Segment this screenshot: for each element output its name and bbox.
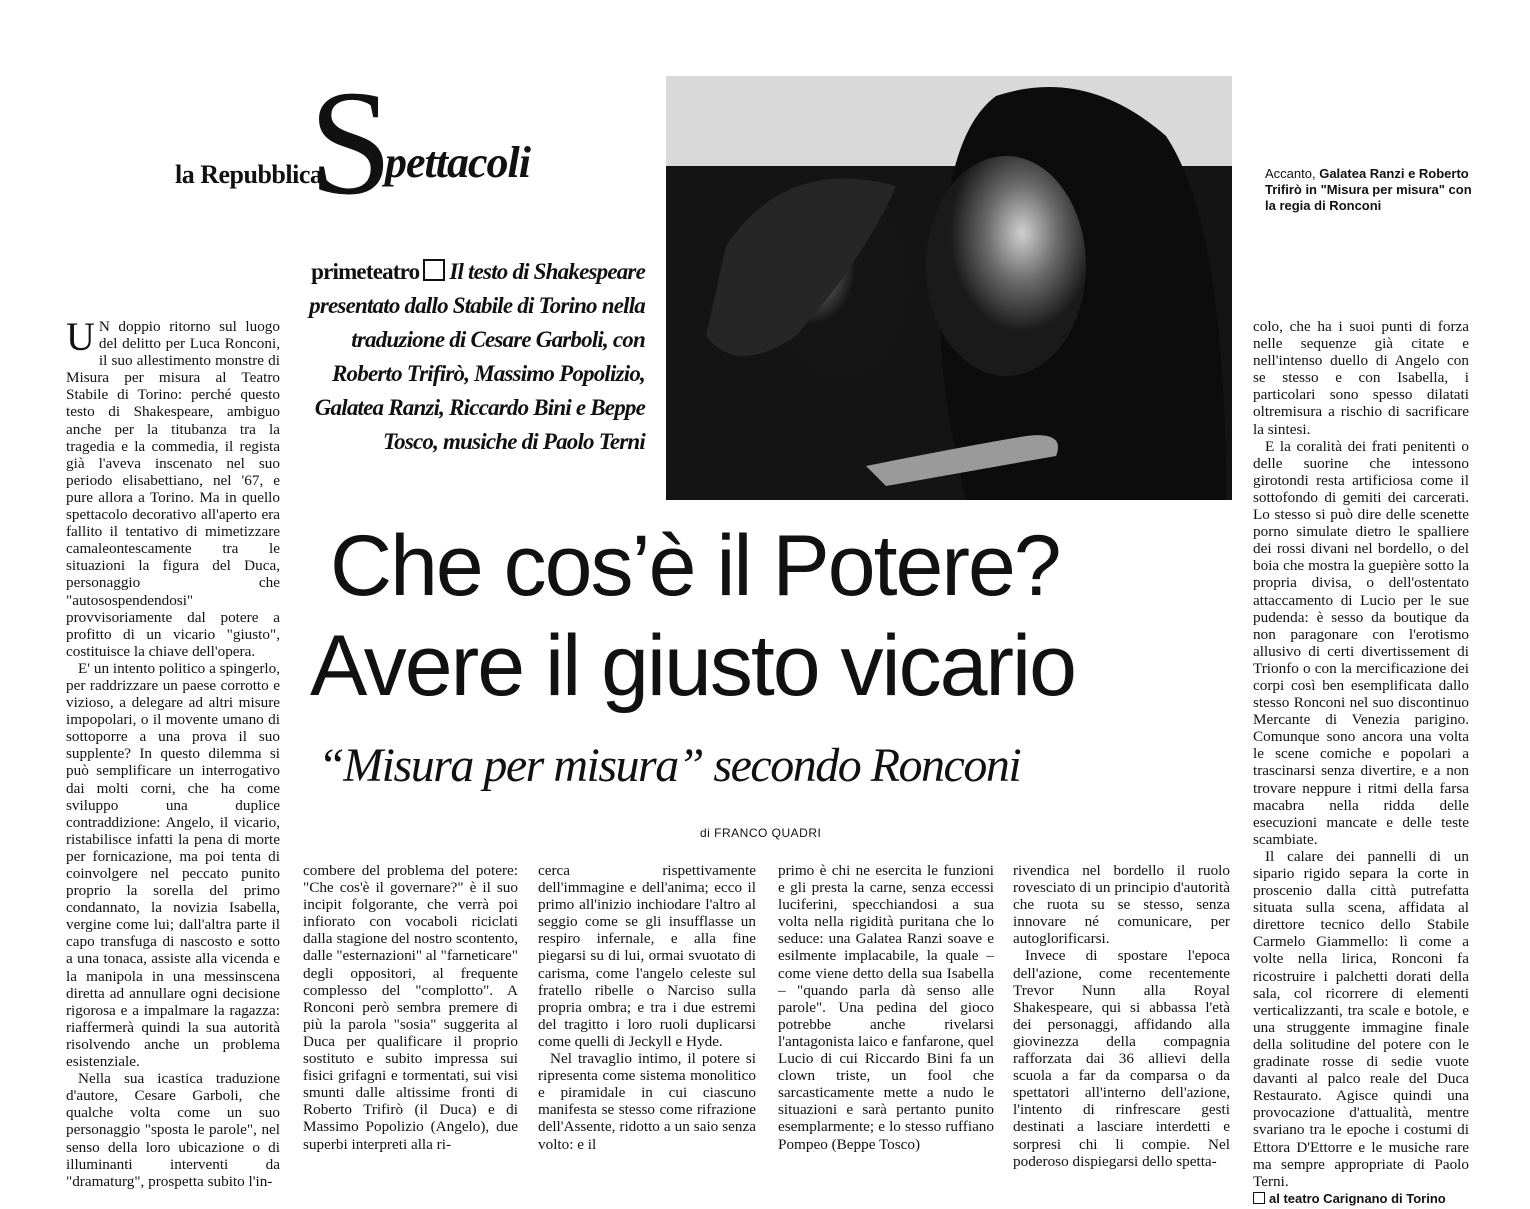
caption-names: Galatea Ranzi e Roberto Trifirò in "Misura per misura" con la regia di Ronconi [1265,166,1472,213]
paragraph: Nella sua icastica traduzione d'autore, Cesare Garboli, che qualche volta come un suo personaggio "sposta le parole", nel senso della loro ubicazione o di illuminanti interventi da "dramaturg", prospetta subito l'in- [66,1070,280,1190]
paragraph [66,314,280,660]
paragraph: Nel travaglio intimo, il potere si ripresenta come sistema monolitico e piramidale in cui ciascuno manifesta se stesso come rifrazione dell'Assente, ridotto a un saio senza volto: e il [538,1050,756,1153]
article-column-6 [1253,318,1469,1207]
kicker-tag: primeteatro [311,259,420,284]
square-bullet-icon [423,259,445,281]
caption-lead: Accanto, [1265,166,1320,181]
newspaper-name: la Repubblica [175,160,323,189]
section-masthead [175,60,575,226]
drop-cap: U [66,314,95,359]
section-name: pettacoli [385,138,530,187]
square-bullet-icon [1253,1192,1265,1204]
article-kicker [300,255,645,459]
byline: di FRANCO QUADRI [700,826,822,840]
venue-credit [1253,1190,1469,1207]
article-column-3 [538,862,756,1153]
section-initial: S [309,60,393,226]
paragraph: E' un intento politico a spingerlo, per raddrizzare un paese corrotto e vizioso, a delegare ad altri misure impopolari, o il movente umano di sottoporre a una prova il suo supplente? In questo dilemma si può semplificare un interrogativo dai molti corni, che ha come sviluppo una duplice contraddizione: Angelo, il vicario, ristabilisce infatti la pena di morte per fornicazione, ma poi tenta di coinvolgere nel peccato punito proprio la sorella del primo condannato, la novizia Isabella, vergine come lui; dall'altra parte il capo transfuga di nascosto e sotto a una tonaca, assiste alla vicenda e la manipola in una messinscena diretta ad annullare ogni decisione rigorosa e a impalmare la ragazza: riaffermerà quindi la sua autorità risolvendo anche un problema esistenziale. [66,659,280,1071]
headline-line-1: Che cos’è il Potere? [330,518,1060,614]
paragraph-text: N doppio ritorno sul luogo del delitto per Luca Ronconi, il suo allestimento monstre di Misura per misura al Teatro Stabile di Torino: perché questo testo di Shakespeare, ambiguo anche per la titubanza tra la tragedia e la commedia, il regista già l'aveva inscenato nel suo periodo elisabettiano, nel '67, e pure allora a Torino. Ma in quello spettacolo decorativo all'aperto era fallito il tentativo di mimetizzare camaleontescamente tra le situazioni la figura del Duca, personaggio che "autosospendendosi" provvisoriamente dal potere a profitto di un vicario "giusto", costituisce la chiave dell'opera. [66,318,280,660]
theatre-photo-icon [666,76,1232,500]
subheadline: “Misura per misura” secondo Ronconi [318,739,1021,792]
paragraph: primo è chi ne esercita le funzioni e gli presta la carne, senza eccessi luciferini, specchiandosi a sua volta nella rigidità puritana che lo seduce: una Galatea Ranzi soave e esilmente implacabile, la quale – come viene detto della sua Isabella – "quando parla dà senso alle parole". Una pedina del gioco potrebbe anche rivelarsi l'antagonista laico e fanfarone, quel Lucio di cui Riccardo Bini fa un clown triste, un fool che sarcasticamente mette a nudo le situazioni e sarà pertanto punito esemplarmente; e lo stesso ruffiano Pompeo (Beppe Tosco) [778,862,994,1153]
venue-credit-text: al teatro Carignano di Torino [1269,1190,1446,1206]
headline-line-2: Avere il giusto vicario [310,618,1075,714]
article-column-4 [778,862,994,1153]
paragraph: rivendica nel bordello il ruolo rovesciato di un principio d'autorità che ruota su se stesso, senza innovare né comunicare, per autoglorificarsi. [1013,862,1230,948]
article-column-1 [66,314,280,1190]
paragraph: Il calare dei pannelli di un sipario rigido separa la corte in proscenio dalla città putrefatta situata sulla scena, affidata al direttore tecnico dello Stabile Carmelo Giammello: lì come a volte nella lirica, Ronconi fa ricostruire i palchetti dorati della sala, col ricorrere di elementi verticalizzanti, tra scale e botole, e una struggente immagine finale della solitudine del potere con le gradinate rosse di sedie vuote davanti al palco reale del Duca Restaurato. Agisce quindi una provocazione d'attualità, mentre svariano tra le epoche i costumi di Ettora D'Ettorre e le musiche rare ma sempre appropriate di Paolo Terni. [1253,847,1469,1190]
paragraph: cerca rispettivamente dell'immagine e dell'anima; ecco il primo all'inizio inchiodare l'altro al seggio come se gli insufflasse un respiro infernale, e alla fine piegarsi su di lui, ormai svuotato di carisma, come l'angelo celeste sul fratello ribelle o Narciso sulla propria ombra; e tra i due estremi del tragitto i loro ruoli duplicarsi come quelli di Jeckyll e Hyde. [538,862,756,1050]
photo-caption [1265,166,1480,214]
paragraph: E la coralità dei frati penitenti o delle suorine che intessono girotondi resta artificiosa come il sottofondo di gemiti dei carcerati. Lo stesso si può dire delle scenette porno simulate dietro le spalliere dei rossi divani nel bordello, o del boia che mostra la guepière sotto la propria divisa, o dell'ostentato attaccamento di Lucio per le sue pudenda: è sesso da boutique da non paragonare con l'erotismo allusivo di certi divertissement di Trionfo o con la mercificazione dei corpi così ben esemplificata dallo stesso Ronconi nel suo discontinuo Mercante di Venezia parigino. Comunque sono ancora una volta le scene comiche e popolari a trascinarsi senza divertire, e a non trovare neppure i ritmi della farsa macabra nella ridda delle esecuzioni mancate e delle teste scambiate. [1253,437,1469,848]
article-photo [666,76,1232,500]
paragraph: colo, che ha i suoi punti di forza nelle sequenze già citate e nell'intenso duello di Angelo con se stesso e con Isabella, i particolari sono spesso dilatati oltremisura a rischio di sacrificare la sintesi. [1253,318,1469,438]
article-column-2 [303,862,518,1153]
article-column-5 [1013,862,1230,1170]
kicker-text: Il testo di Shakespeare presentato dallo Stabile di Torino nella traduzione di Cesare Garboli, con Roberto Trifirò, Massimo Popolizio, Galatea Ranzi, Riccardo Bini e Beppe Tosco, musiche di Paolo Terni [309,259,645,454]
paragraph: combere del problema del potere: "Che cos'è il governare?" è il suo incipit folgorante, che verrà poi infiorato con vocaboli riciclati dalla stagione del nostro scontento, dalle "esternazioni" al "farneticare" degli oppositori, al frequente complesso del "complotto". A Ronconi però sembra premere di più la parola "sosia" suggerita al Duca per qualificare il proprio sostituto e subito impressa sui fisici grifagni e tormentati, sui visi smunti dalle altissime fronti di Roberto Trifirò (il Duca) e di Massimo Popolizio (Angelo), due superbi interpreti alla ri- [303,862,518,1153]
paragraph: Invece di spostare l'epoca dell'azione, come recentemente Trevor Nunn alla Royal Shakespeare, qui si abbassa l'età dei personaggi, affidando alla giovinezza della compagnia rafforzata dai 36 allievi della scuola a far da comparsa o da spettatori all'interno dell'azione, l'intento di rinfrescare gesti destinati a lasciare interdetti e sorpresi chi li compie. Nel poderoso dispiegarsi dello spetta- [1013,947,1230,1170]
